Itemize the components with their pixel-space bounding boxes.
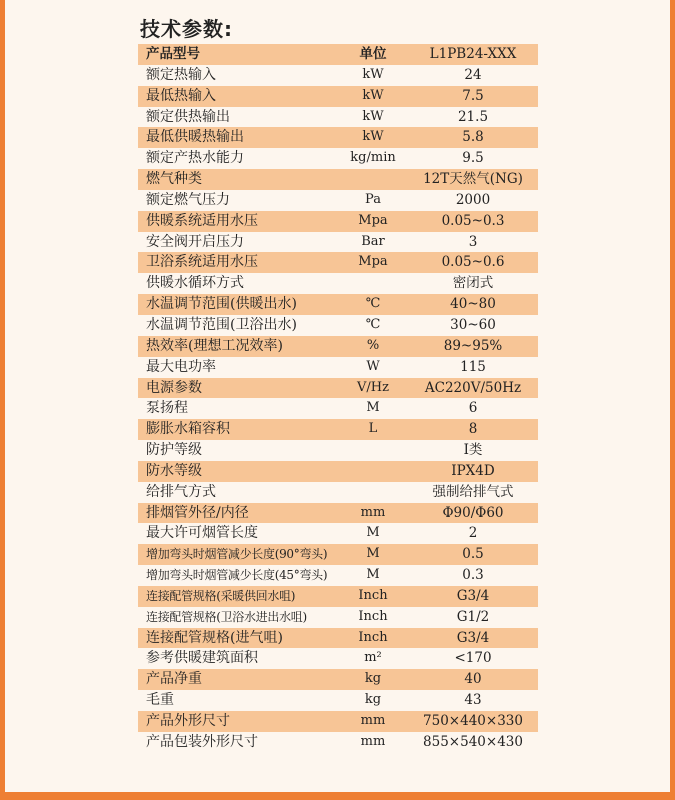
param-unit: ℃ bbox=[365, 296, 381, 312]
table-row bbox=[138, 565, 538, 586]
param-name: 产品外形尺寸 bbox=[146, 713, 230, 729]
param-value: Φ90/Φ60 bbox=[442, 504, 504, 521]
param-value: AC220V/50Hz bbox=[424, 379, 522, 396]
param-name: 安全阀开启压力 bbox=[146, 233, 244, 250]
table-row bbox=[138, 315, 538, 336]
param-value: 89~95% bbox=[443, 337, 503, 354]
param-unit: Mpa bbox=[358, 254, 388, 270]
param-value: 9.5 bbox=[462, 150, 484, 167]
param-value: 0.05~0.6 bbox=[441, 254, 505, 271]
table-row bbox=[138, 711, 538, 732]
param-value: 0.5 bbox=[462, 546, 484, 563]
param-name: 额定热输入 bbox=[146, 66, 216, 83]
section-title: 技术参数: bbox=[140, 17, 233, 41]
param-unit: L bbox=[368, 421, 378, 437]
spec-section bbox=[138, 14, 538, 753]
table-row bbox=[138, 86, 538, 107]
param-name: 连接配管规格(卫浴水进出水咀) bbox=[146, 609, 307, 624]
param-value: G3/4 bbox=[456, 629, 490, 646]
param-value: 43 bbox=[464, 692, 482, 709]
table-header-row bbox=[138, 44, 538, 65]
param-value: G3/4 bbox=[456, 587, 490, 604]
param-unit: Inch bbox=[358, 629, 388, 645]
param-name: 泵扬程 bbox=[146, 400, 188, 417]
table-row bbox=[138, 378, 538, 399]
param-name: 供暖水循环方式 bbox=[146, 275, 244, 292]
param-unit bbox=[338, 461, 408, 482]
table-row bbox=[138, 107, 538, 128]
param-value: 强制给排气式 bbox=[432, 483, 514, 500]
param-value: 5.8 bbox=[462, 129, 484, 146]
param-unit: m² bbox=[364, 650, 382, 666]
param-unit bbox=[338, 273, 408, 294]
param-unit: Mpa bbox=[358, 212, 388, 228]
param-unit: M bbox=[366, 525, 380, 541]
param-unit: Inch bbox=[358, 587, 388, 603]
param-unit bbox=[338, 440, 408, 461]
param-value: 24 bbox=[464, 66, 482, 83]
table-row bbox=[138, 482, 538, 503]
table-row bbox=[138, 648, 538, 669]
param-value: 30~60 bbox=[450, 316, 496, 333]
spec-table bbox=[138, 44, 538, 753]
table-row bbox=[138, 336, 538, 357]
param-value: <170 bbox=[454, 650, 492, 667]
param-value: 12T天然气(NG) bbox=[423, 171, 523, 188]
param-unit bbox=[338, 482, 408, 503]
param-name: 最大电功率 bbox=[146, 358, 216, 375]
param-value: 750×440×330 bbox=[423, 713, 523, 729]
table-row bbox=[138, 732, 538, 753]
param-name: 连接配管规格(采暖供回水咀) bbox=[146, 588, 296, 603]
param-value: G1/2 bbox=[456, 608, 490, 625]
table-row bbox=[138, 523, 538, 544]
param-name: 参考供暖建筑面积 bbox=[146, 650, 258, 667]
param-name: 产品净重 bbox=[146, 671, 202, 688]
param-value: IPX4D bbox=[451, 462, 495, 479]
param-unit: Bar bbox=[361, 233, 385, 249]
param-name: 排烟管外径/内径 bbox=[146, 504, 249, 521]
table-row bbox=[138, 628, 538, 649]
table-row bbox=[138, 65, 538, 86]
param-name: 水温调节范围(卫浴出水) bbox=[146, 316, 297, 333]
table-row bbox=[138, 461, 538, 482]
param-unit: kg bbox=[364, 671, 382, 687]
param-name: 产品包装外形尺寸 bbox=[146, 733, 258, 750]
param-unit: M bbox=[366, 546, 380, 562]
param-name: 膨胀水箱容积 bbox=[146, 421, 230, 438]
table-row bbox=[138, 503, 538, 524]
table-row bbox=[138, 232, 538, 253]
param-value: 密闭式 bbox=[452, 275, 494, 292]
table-row bbox=[138, 190, 538, 211]
param-name: 额定供热输出 bbox=[146, 108, 230, 125]
param-value: 3 bbox=[468, 233, 478, 250]
table-row bbox=[138, 669, 538, 690]
param-unit: M bbox=[366, 567, 380, 583]
param-unit: kW bbox=[362, 108, 384, 124]
left-border bbox=[0, 0, 5, 800]
table-row bbox=[138, 357, 538, 378]
param-value: I类 bbox=[463, 442, 483, 459]
table-row bbox=[138, 607, 538, 628]
param-name: 增加弯头时烟管减少长度(45°弯头) bbox=[146, 568, 328, 583]
right-border bbox=[670, 0, 675, 800]
param-value: 0.05~0.3 bbox=[441, 212, 505, 229]
param-name: 额定产热水能力 bbox=[146, 150, 244, 167]
param-unit: mm bbox=[360, 504, 386, 520]
table-row bbox=[138, 398, 538, 419]
param-name: 增加弯头时烟管减少长度(90°弯头) bbox=[146, 547, 328, 562]
table-row bbox=[138, 586, 538, 607]
param-value: 40 bbox=[464, 671, 482, 688]
param-unit: mm bbox=[360, 713, 386, 728]
param-name: 燃气种类 bbox=[146, 171, 202, 188]
param-unit: kW bbox=[362, 129, 384, 145]
param-unit: W bbox=[366, 358, 380, 374]
param-unit: kg/min bbox=[350, 150, 396, 166]
param-unit: kW bbox=[362, 66, 384, 82]
param-value: 8 bbox=[468, 421, 478, 438]
param-value: 2 bbox=[468, 525, 478, 542]
param-unit: kg bbox=[364, 692, 382, 708]
table-row bbox=[138, 127, 538, 148]
table-row bbox=[138, 294, 538, 315]
param-unit: M bbox=[366, 400, 380, 416]
table-row bbox=[138, 419, 538, 440]
param-unit: kW bbox=[362, 87, 384, 103]
param-value: 855×540×430 bbox=[423, 733, 523, 750]
param-name: 电源参数 bbox=[146, 379, 202, 396]
param-name: 最低供暖热输出 bbox=[146, 129, 244, 146]
table-row bbox=[138, 148, 538, 169]
param-name: 最低热输入 bbox=[146, 87, 216, 104]
bottom-border bbox=[0, 792, 675, 800]
param-name: 额定燃气压力 bbox=[146, 191, 230, 208]
table-row bbox=[138, 252, 538, 273]
param-value: 115 bbox=[460, 358, 486, 375]
param-value: 7.5 bbox=[462, 87, 484, 104]
header-name: 产品型号 bbox=[146, 46, 200, 62]
param-name: 连接配管规格(进气咀) bbox=[146, 629, 283, 646]
param-unit: V/Hz bbox=[357, 379, 389, 395]
param-unit: Pa bbox=[365, 191, 381, 207]
param-value: 40~80 bbox=[450, 296, 496, 313]
param-unit: % bbox=[366, 337, 380, 353]
table-row bbox=[138, 440, 538, 461]
param-unit: mm bbox=[360, 733, 386, 749]
param-name: 毛重 bbox=[146, 692, 174, 709]
param-name: 水温调节范围(供暖出水) bbox=[146, 296, 297, 313]
param-name: 热效率(理想工况效率) bbox=[146, 337, 283, 354]
param-value: 0.3 bbox=[462, 567, 484, 584]
param-name: 防水等级 bbox=[146, 462, 202, 479]
param-unit bbox=[338, 169, 408, 190]
param-name: 给排气方式 bbox=[146, 483, 216, 500]
param-unit: ℃ bbox=[365, 316, 381, 332]
table-row bbox=[138, 544, 538, 565]
header-unit: 单位 bbox=[359, 46, 387, 62]
param-unit: Inch bbox=[358, 608, 388, 624]
table-row bbox=[138, 169, 538, 190]
param-value: 6 bbox=[468, 400, 478, 417]
param-name: 防护等级 bbox=[146, 442, 202, 459]
param-name: 卫浴系统适用水压 bbox=[146, 254, 258, 271]
table-row bbox=[138, 690, 538, 711]
param-name: 最大许可烟管长度 bbox=[146, 525, 258, 542]
table-row bbox=[138, 211, 538, 232]
param-value: 2000 bbox=[455, 191, 491, 208]
param-name: 供暖系统适用水压 bbox=[146, 212, 258, 229]
header-value: L1PB24-XXX bbox=[429, 46, 517, 62]
param-value: 21.5 bbox=[457, 108, 489, 125]
table-row bbox=[138, 273, 538, 294]
